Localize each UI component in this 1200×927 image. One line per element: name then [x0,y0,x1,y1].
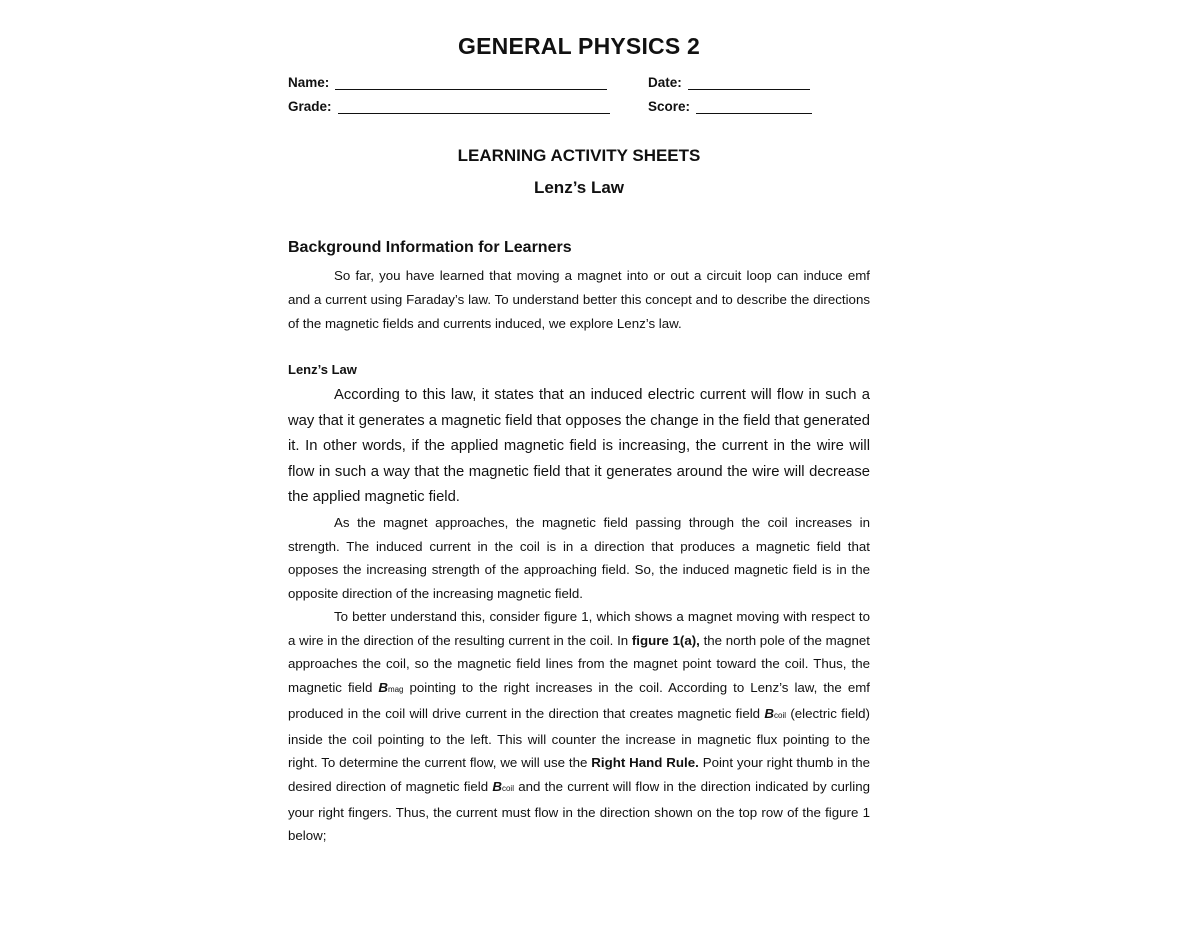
b-coil-subscript-2: coil [501,783,514,793]
p3-text-1: To better understand this, consider figure 1, which shows a magnet moving with respect to a wire in the direction of the resulting current in the coil. In [288,609,870,648]
lenz-law-heading: Lenz’s Law [288,362,357,377]
date-field[interactable] [648,75,810,90]
lenz-paragraph-3 [288,605,870,848]
grade-blank-line[interactable] [338,101,610,114]
document-title: GENERAL PHYSICS 2 [458,33,700,59]
grade-field[interactable] [288,99,610,114]
p3-text-5: Point your right thumb in the desired direction of magnetic field [288,755,871,794]
sheet-heading: LEARNING ACTIVITY SHEETS [457,146,701,165]
date-blank-line[interactable] [688,77,810,90]
name-label: Name: [288,75,330,90]
p3-text-4: (electric field) inside the coil pointing to the left. This will counter the increase in magnetic flux pointing to the right. To determine the current flow, we will use the [288,705,870,771]
score-blank-line[interactable] [696,101,812,114]
b-mag-subscript: mag [387,685,404,695]
background-paragraph: So far, you have learned that moving a magnet into or out a circuit loop can induce emf and a current using Faraday’s law. To understand better this concept and to describe the directions of the magnetic fields and currents induced, we explore Lenz’s law. [288,268,870,331]
name-blank-line[interactable] [335,77,607,90]
b-coil-symbol: B [764,705,774,721]
score-label: Score: [648,99,691,114]
p3-text-2: the north pole of the magnet approaches the coil, so the magnetic field lines from the magnet point toward the coil. Thus, the magnetic field [288,632,870,696]
topic-heading: Lenz’s Law [533,178,625,197]
b-mag-symbol: B [378,680,388,696]
grade-label: Grade: [288,99,332,114]
lenz-paragraph-2: As the magnet approaches, the magnetic field passing through the coil increases in strength. The induced current in the coil is in a direction that produces a magnetic field that opposes the increasing strength of the approaching field. So, the induced magnetic field is in the opposite direction of the increasing magnetic field. [288,515,870,601]
worksheet-page [288,0,870,927]
score-field[interactable] [648,99,812,114]
name-field[interactable] [288,75,607,90]
right-hand-rule: Right Hand Rule. [591,755,699,771]
b-coil-subscript: coil [774,710,787,720]
figure-1a-reference: figure 1(a), [631,632,700,648]
date-label: Date: [648,75,682,90]
b-coil-symbol-2: B [492,778,502,794]
p3-text-6: and the current will flow in the direction indicated by curling your right fingers. Thus, the current must flow in the direction shown on the top row of the figure 1 below; [288,778,870,844]
lenz-paragraph-1: According to this law, it states that an induced electric current will flow in such a way that it generates a magnetic field that opposes the change in the field that generated it. In other words, if the applied magnetic field is increasing, the current in the wire will flow in such a way that the magnetic field that it generates around the wire will decrease the applied magnetic field. [288,387,870,505]
background-heading: Background Information for Learners [288,239,572,256]
p3-text-3: pointing to the right increases in the coil. According to Lenz’s law, the emf produced in the coil will drive current in the direction that creates magnetic field [288,680,870,721]
